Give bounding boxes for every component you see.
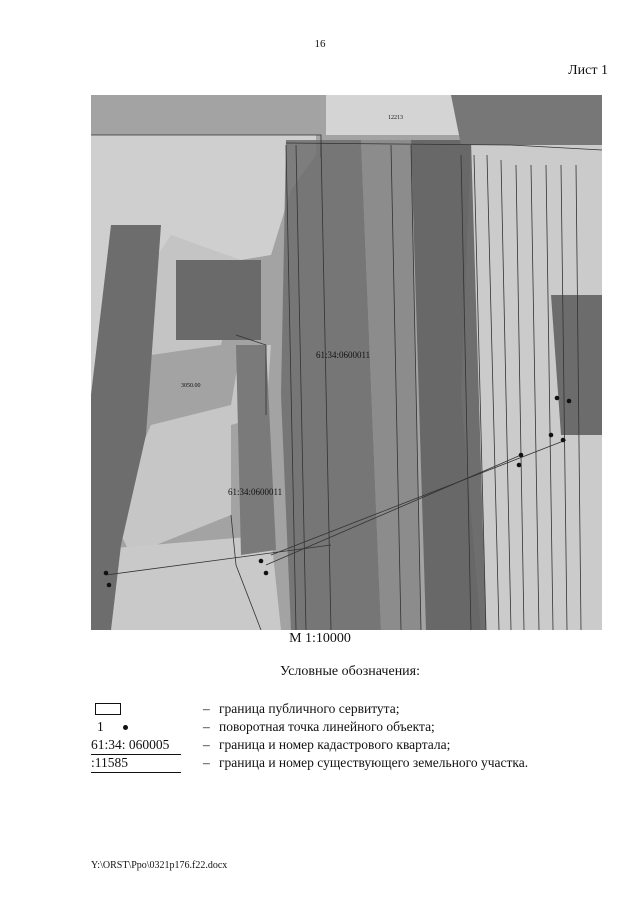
map-graphic <box>91 95 602 630</box>
cadastral-map <box>91 95 602 630</box>
parcel-code: :11585 <box>91 755 181 773</box>
legend-text: поворотная точка линейного объекта; <box>219 719 435 734</box>
legend-dash: – <box>203 755 210 770</box>
map-label-parcel-top: 12213 <box>388 115 403 121</box>
map-scale: М 1:10000 <box>289 631 351 646</box>
point-dot-icon <box>123 725 128 730</box>
quarter-code: 61:34: 060005 <box>91 737 181 755</box>
legend-symbol-quarter <box>91 737 183 755</box>
point-number: 1 <box>97 719 104 734</box>
page-number: 16 <box>314 38 326 50</box>
legend-item <box>91 701 611 719</box>
map-label-quarter-b: 61:34:0600011 <box>228 487 283 497</box>
file-path: Y:\ORST\Ppo\0321p176.f22.docx <box>91 860 228 871</box>
legend-item <box>91 755 611 773</box>
legend-symbol-servitude <box>91 701 183 719</box>
legend-dash: – <box>203 737 210 752</box>
legend-title: Условные обозначения: <box>279 664 421 679</box>
legend-text: граница публичного сервитута; <box>219 701 400 716</box>
map-label-parcel-mid: 3050.00 <box>181 383 201 389</box>
legend-item <box>91 719 611 737</box>
rectangle-boundary-icon <box>95 703 121 715</box>
legend-text: граница и номер кадастрового квартала; <box>219 737 451 752</box>
legend-symbol-point <box>91 719 183 737</box>
legend-dash: – <box>203 719 210 734</box>
legend-dash: – <box>203 701 210 716</box>
sheet-label: Лист 1 <box>568 63 608 78</box>
map-label-quarter-a: 61:34:0600011 <box>316 350 371 360</box>
legend-item <box>91 737 611 755</box>
legend-text: граница и номер существующего земельного участка. <box>219 755 529 770</box>
legend-symbol-parcel <box>91 755 183 773</box>
